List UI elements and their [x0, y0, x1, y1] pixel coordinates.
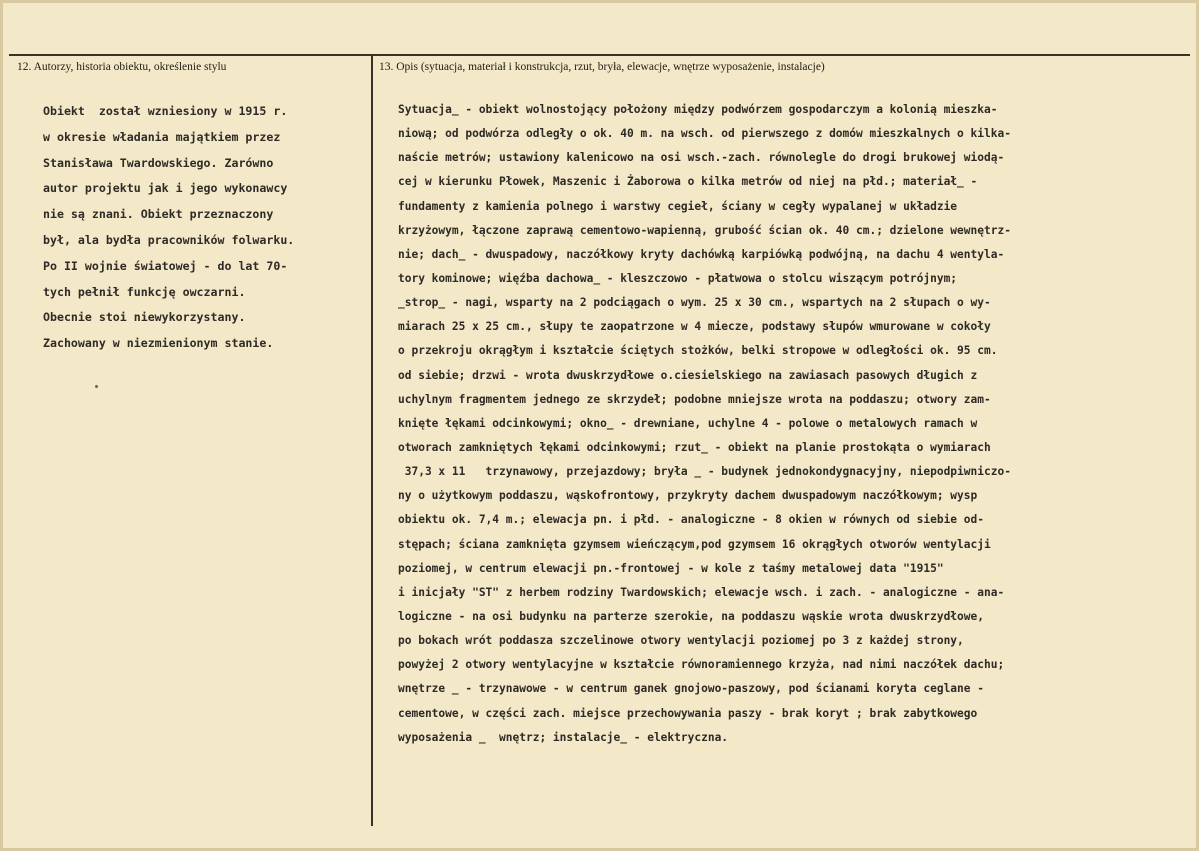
- typed-line: cementowe, w części zach. miejsce przechowywania paszy - brak koryt ; brak zabytkowego: [398, 706, 978, 720]
- typed-line: od siebie; drzwi - wrota dwuskrzydłowe o.ciesielskiego na zawiasach pasowych długich z: [398, 368, 978, 382]
- paper-speck: [95, 385, 98, 388]
- typed-line: krzyżowym, łączone zaprawą cementowo-wapienną, grubość ścian ok. 40 cm.; dzielone wewnętrz-: [398, 223, 1011, 237]
- typed-line: powyżej 2 otwory wentylacyjne w kształcie równoramiennego krzyża, nad nimi naczółek dachu;: [398, 658, 1005, 672]
- typed-line: wyposażenia _ wnętrz; instalacje_ - elektryczna.: [398, 730, 729, 744]
- typed-line: fundamenty z kamienia polnego i warstwy cegieł, ściany w cegły wypalanej w układzie: [398, 199, 958, 213]
- typed-line: naście metrów; ustawiony kalenicowo na osi wsch.-zach. równolegle do drogi brukowej wiodą-: [398, 151, 1005, 165]
- typed-line: po bokach wrót poddasza szczelinowe otwory wentylacji poziomej po 3 z każdej strony,: [398, 634, 964, 648]
- typed-line: 37,3 x 11 trzynawowy, przejazdowy; bryła _ - budynek jednokondygnacyjny, niepodpiwniczo-: [398, 465, 1011, 479]
- section-12-header: 12. Autorzy, historia obiektu, określenie stylu: [17, 61, 227, 73]
- typed-line: tych pełnił funkcję owczarni.: [43, 284, 246, 299]
- typed-line: nie; dach_ - dwuspadowy, naczółkowy kryty dachówką karpiówką podwójną, na dachu 4 wentyla-: [398, 247, 1005, 261]
- typed-line: i inicjały "ST" z herbem rodziny Twardowskich; elewacje wsch. i zach. - analogiczne - ana-: [398, 585, 1005, 599]
- section-13-header: 13. Opis (sytuacja, materiał i konstrukcja, rzut, bryła, elewacje, wnętrze wyposażenie, instalacje): [379, 61, 825, 73]
- history-text-block: [43, 99, 294, 357]
- typed-line: cej w kierunku Płowek, Maszenic i Żaborowa o kilka metrów od niej na płd.; materiał_ -: [398, 175, 978, 189]
- typed-line: Zachowany w niezmienionym stanie.: [43, 336, 274, 351]
- typed-line: Obiekt został wzniesiony w 1915 r.: [43, 104, 288, 118]
- typed-line: niową; od podwórza odległy o ok. 40 m. na wsch. od pierwszego z domów mieszkalnych o kilka-: [398, 127, 1011, 141]
- typed-line: był, ala bydła pracowników folwarku.: [43, 232, 295, 247]
- typed-line: uchylnym fragmentem jednego ze skrzydeł; podobne mniejsze wrota na poddaszu; otwory zam-: [398, 392, 991, 406]
- header-rule: [9, 54, 1190, 56]
- typed-line: knięte łękami odcinkowymi; okno_ - drewniane, uchylne 4 - polowe o metalowych ramach w: [398, 416, 978, 430]
- typed-line: tory kominowe; więźba dachowa_ - kleszczowo - płatwowa o stolcu wiszącym potrójnym;: [398, 271, 958, 285]
- typed-line: logiczne - na osi budynku na parterze szerokie, na poddaszu wąskie wrota dwuskrzydłowe,: [398, 609, 984, 623]
- typed-line: w okresie władania majątkiem przez: [43, 129, 281, 144]
- typed-line: Obecnie stoi niewykorzystany.: [43, 310, 246, 325]
- typed-line: Po II wojnie światowej - do lat 70-: [43, 258, 288, 273]
- description-text-block: [398, 98, 1011, 750]
- typed-line: nie są znani. Obiekt przeznaczony: [43, 207, 274, 222]
- typed-line: stępach; ściana zamknięta gzymsem wieńczącym,pod gzymsem 16 okrągłych otworów wentylacji: [398, 537, 991, 551]
- typed-line: o przekroju okrągłym i kształcie ściętych stożków, belki stropowe w odległości ok. 95 cm.: [398, 344, 998, 358]
- typed-line: poziomej, w centrum elewacji pn.-frontowej - w kole z taśmy metalowej data "1915": [398, 561, 944, 575]
- typed-line: wnętrze _ - trzynawowe - w centrum ganek gnojowo-paszowy, pod ścianami koryta ceglane -: [398, 682, 984, 696]
- typed-line: Stanisława Twardowskiego. Zarówno: [43, 155, 274, 170]
- typed-line: Sytuacja_ - obiekt wolnostojący położony między podwórzem gospodarczym a kolonią mieszka-: [398, 103, 998, 116]
- typed-line: miarach 25 x 25 cm., słupy te zaopatrzone w 4 miecze, podstawy słupów wmurowane w cokoły: [398, 320, 991, 334]
- typed-line: obiektu ok. 7,4 m.; elewacja pn. i płd. - analogiczne - 8 okien w równych od siebie od-: [398, 513, 984, 527]
- typed-line: _strop_ - nagi, wsparty na 2 podciągach o wym. 25 x 30 cm., wspartych na 2 słupach o wy-: [398, 296, 991, 310]
- typed-line: ny o użytkowym poddaszu, wąskofrontowy, przykryty dachem dwuspadowym naczółkowym; wysp: [398, 489, 978, 503]
- typed-line: autor projektu jak i jego wykonawcy: [43, 181, 288, 196]
- column-divider: [371, 56, 373, 826]
- typed-line: otworach zamkniętych łękami odcinkowymi; rzut_ - obiekt na planie prostokąta o wymiarach: [398, 440, 991, 454]
